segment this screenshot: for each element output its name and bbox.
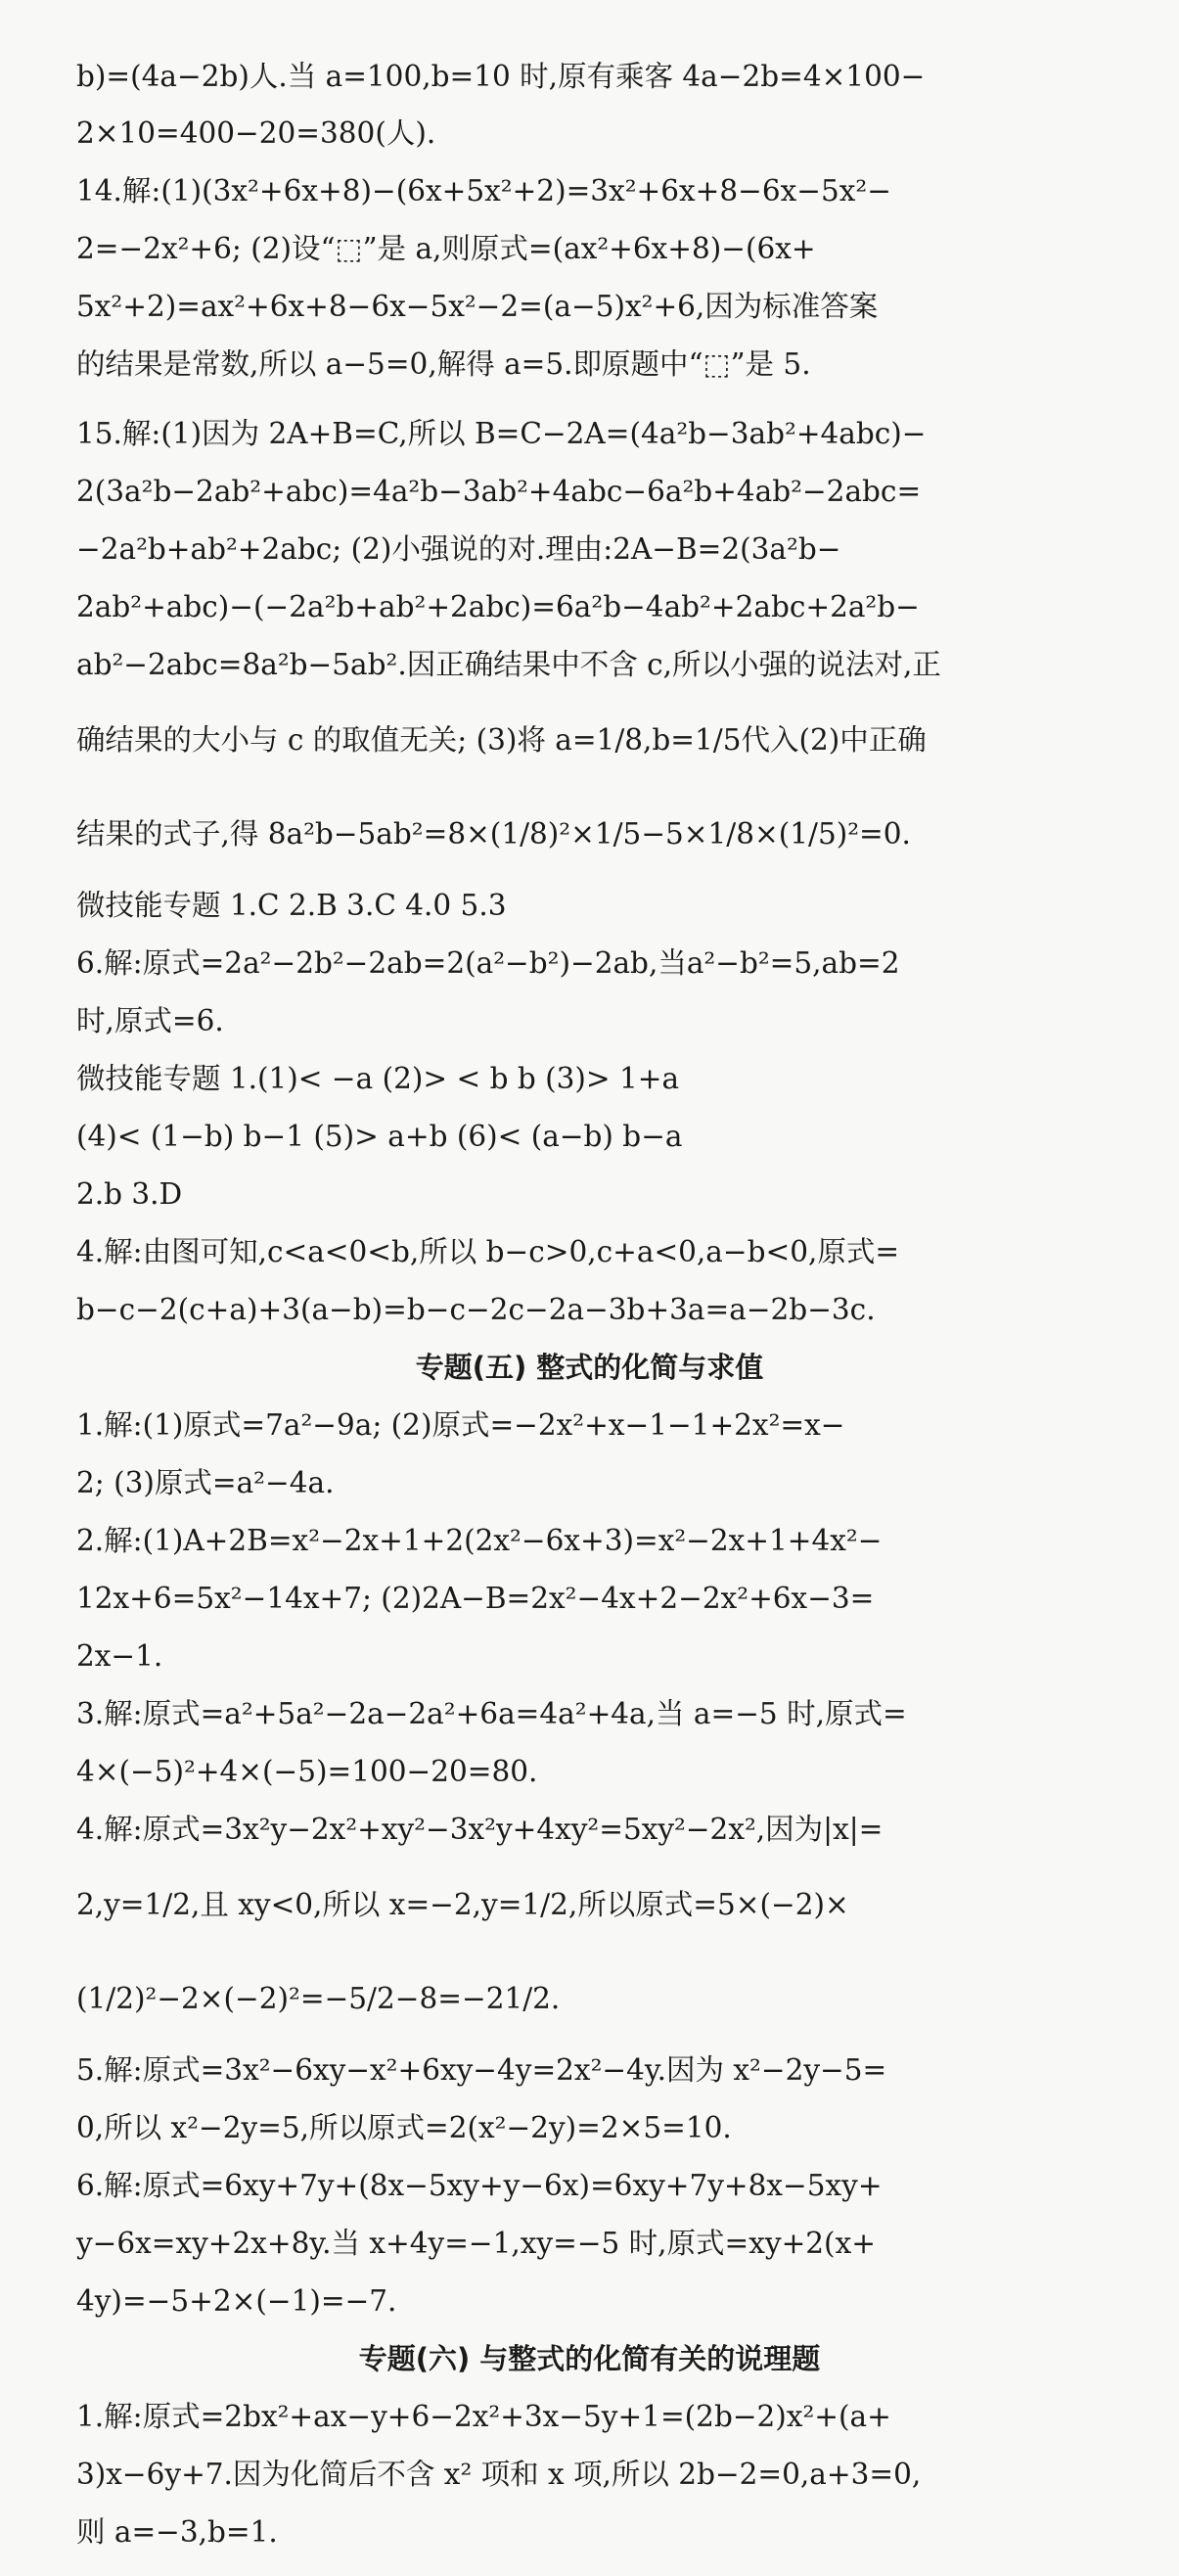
- text-line: (4)< (1−b) b−1 (5)> a+b (6)< (a−b) b−a: [76, 1120, 683, 1153]
- text-line: 2.解:(1)A+2B=x²−2x+1+2(2x²−6x+3)=x²−2x+1+4x²−: [76, 1524, 883, 1557]
- text-line: 微技能专题 1.C 2.B 3.C 4.0 5.3: [76, 889, 507, 922]
- text-line: 2.b 3.D: [76, 1177, 183, 1211]
- text-line: 12x+6=5x²−14x+7; (2)2A−B=2x²−4x+2−2x²+6x−3=: [76, 1582, 875, 1615]
- section-heading: 专题(五) 整式的化简与求值: [415, 1351, 764, 1384]
- text-line: ab²−2abc=8a²b−5ab².因正确结果中不含 c,所以小强的说法对,正: [76, 648, 941, 681]
- text-line: 6.解:原式=2a²−2b²−2ab=2(a²−b²)−2ab,当a²−b²=5,ab=2: [76, 946, 900, 980]
- text-line: y−6x=xy+2x+8y.当 x+4y=−1,xy=−5 时,原式=xy+2(x+: [76, 2227, 876, 2260]
- text-line: 6.解:原式=6xy+7y+(8x−5xy+y−6x)=6xy+7y+8x−5xy+: [76, 2169, 883, 2202]
- section-heading: 专题(六) 与整式的化简有关的说理题: [358, 2342, 821, 2375]
- text-line: 结果的式子,得 8a²b−5ab²=8×(1/8)²×1/5−5×1/8×(1/5)²=0.: [76, 817, 911, 851]
- text-line: 4y)=−5+2×(−1)=−7.: [76, 2284, 397, 2318]
- text-line: 5.解:原式=3x²−6xy−x²+6xy−4y=2x²−4y.因为 x²−2y−5=: [76, 2053, 887, 2087]
- text-line: 的结果是常数,所以 a−5=0,解得 a=5.即原题中“⬚”是 5.: [76, 347, 811, 381]
- text-line: 0,所以 x²−2y=5,所以原式=2(x²−2y)=2×5=10.: [76, 2111, 732, 2144]
- text-line: 2=−2x²+6; (2)设“⬚”是 a,则原式=(ax²+6x+8)−(6x+: [76, 232, 816, 265]
- text-line: 微技能专题 1.(1)< −a (2)> < b b (3)> 1+a: [76, 1062, 680, 1095]
- text-line: 1.解:(1)原式=7a²−9a; (2)原式=−2x²+x−1−1+2x²=x−: [76, 1408, 845, 1442]
- text-line: 4.解:由图可知,c<a<0<b,所以 b−c>0,c+a<0,a−b<0,原式=: [76, 1235, 900, 1268]
- text-line: −2a²b+ab²+2abc; (2)小强说的对.理由:2A−B=2(3a²b−: [76, 532, 841, 566]
- text-line: 4×(−5)²+4×(−5)=100−20=80.: [76, 1755, 538, 1788]
- text-line: 2,y=1/2,且 xy<0,所以 x=−2,y=1/2,所以原式=5×(−2)×: [76, 1888, 849, 1921]
- text-line: 14.解:(1)(3x²+6x+8)−(6x+5x²+2)=3x²+6x+8−6x−5x²−: [76, 174, 891, 207]
- text-line: b−c−2(c+a)+3(a−b)=b−c−2c−2a−3b+3a=a−2b−3c.: [76, 1293, 876, 1326]
- text-line: (1/2)²−2×(−2)²=−5/2−8=−21/2.: [76, 1982, 561, 2015]
- text-line: 5x²+2)=ax²+6x+8−6x−5x²−2=(a−5)x²+6,因为标准答案: [76, 290, 879, 323]
- text-line: 确结果的大小与 c 的取值无关; (3)将 a=1/8,b=1/5代入(2)中正确: [76, 723, 927, 757]
- text-line: 3.解:原式=a²+5a²−2a−2a²+6a=4a²+4a,当 a=−5 时,原式=: [76, 1697, 907, 1730]
- text-line: 2; (3)原式=a²−4a.: [76, 1466, 335, 1499]
- text-line: 2(3a²b−2ab²+abc)=4a²b−3ab²+4abc−6a²b+4ab²−2abc=: [76, 475, 922, 508]
- text-line: 3)x−6y+7.因为化简后不含 x² 项和 x 项,所以 2b−2=0,a+3=0,: [76, 2458, 922, 2491]
- text-line: 则 a=−3,b=1.: [76, 2515, 278, 2549]
- text-line: 2x−1.: [76, 1639, 163, 1673]
- text-line: 时,原式=6.: [76, 1004, 224, 1037]
- text-line: b)=(4a−2b)人.当 a=100,b=10 时,原有乘客 4a−2b=4×100−: [76, 60, 926, 93]
- text-line: 15.解:(1)因为 2A+B=C,所以 B=C−2A=(4a²b−3ab²+4abc)−: [76, 417, 927, 450]
- text-line: 1.解:原式=2bx²+ax−y+6−2x²+3x−5y+1=(2b−2)x²+(a+: [76, 2400, 891, 2433]
- text-line: 2ab²+abc)−(−2a²b+ab²+2abc)=6a²b−4ab²+2abc+2a²b−: [76, 590, 920, 623]
- text-line: 2×10=400−20=380(人).: [76, 116, 436, 150]
- text-line: 4.解:原式=3x²y−2x²+xy²−3x²y+4xy²=5xy²−2x²,因为|x|=: [76, 1813, 884, 1846]
